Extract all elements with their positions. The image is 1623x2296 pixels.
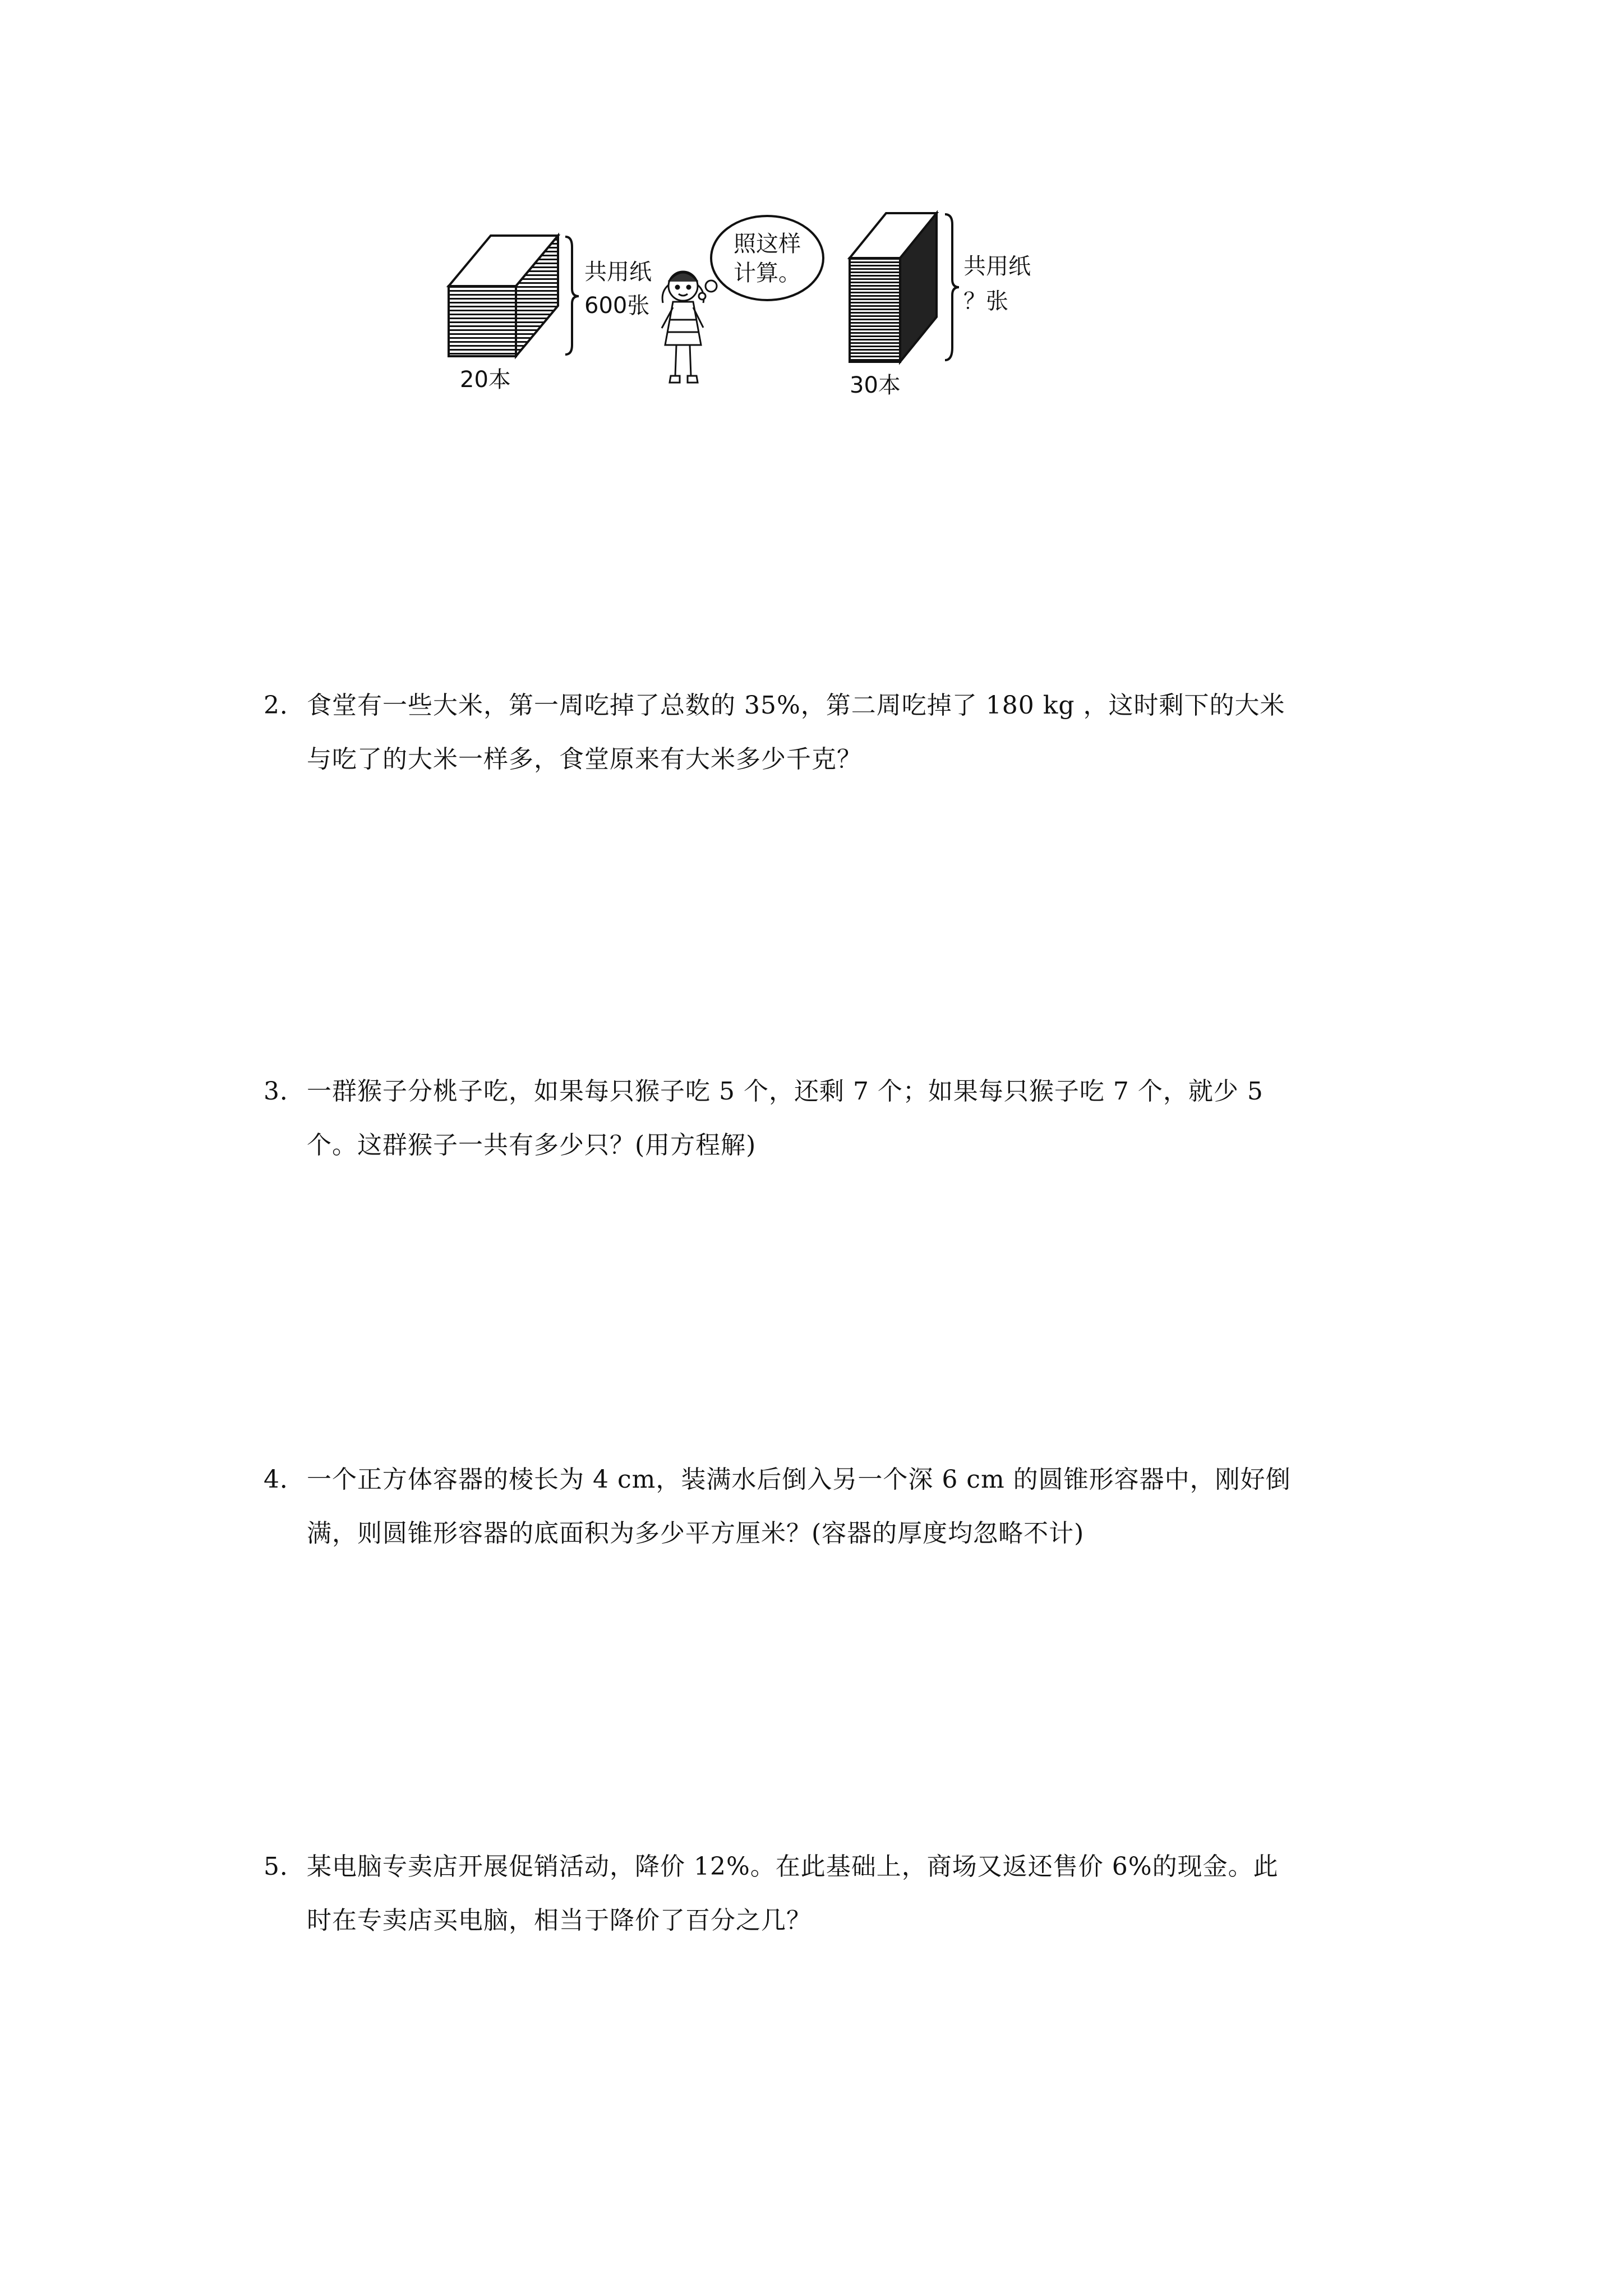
question-4-text-1: 一个正方体容器的棱长为 4 cm，装满水后倒入另一个深 6 cm 的圆锥形容器中，刚好倒 bbox=[307, 1465, 1291, 1494]
question-3 bbox=[264, 1065, 1396, 1172]
left-brace bbox=[565, 237, 579, 355]
question-2-text-2: 与吃了的大米一样多，食堂原来有大米多少千克？ bbox=[307, 745, 862, 774]
question-5-line-1 bbox=[264, 1840, 1396, 1894]
question-4 bbox=[264, 1453, 1396, 1561]
question-5-number: 5． bbox=[264, 1852, 305, 1881]
right-stack-caption: 30本 bbox=[850, 372, 901, 398]
question-4-text-2: 满，则圆锥形容器的底面积为多少平方厘米？(容器的厚度均忽略不计) bbox=[307, 1519, 1085, 1548]
question-4-number: 4． bbox=[264, 1465, 305, 1494]
question-5-text-2: 时在专卖店买电脑，相当于降价了百分之几？ bbox=[307, 1906, 811, 1935]
paper-stack-figure bbox=[437, 208, 1088, 409]
question-3-text-1: 一群猴子分桃子吃，如果每只猴子吃 5 个，还剩 7 个；如果每只猴子吃 7 个，就少 5 bbox=[307, 1077, 1264, 1106]
right-brace-label-line1: 共用纸 bbox=[963, 254, 1031, 279]
speech-bubble-line2: 计算。 bbox=[734, 260, 801, 286]
paper-stack-illustration bbox=[437, 208, 1088, 409]
left-brace-label-line2: 600张 bbox=[584, 293, 650, 319]
question-3-text-2: 个。这群猴子一共有多少只？(用方程解) bbox=[307, 1131, 757, 1159]
girl-figure bbox=[662, 272, 704, 383]
question-2 bbox=[264, 679, 1396, 786]
speech-bubble-line1: 照这样 bbox=[734, 231, 801, 257]
left-stack-caption: 20本 bbox=[460, 367, 511, 393]
right-brace bbox=[945, 214, 959, 360]
right-brace-label-line2: ？张 bbox=[963, 288, 1008, 314]
left-paper-stack bbox=[449, 236, 558, 356]
question-4-line-1 bbox=[264, 1453, 1396, 1507]
question-2-number: 2． bbox=[264, 691, 305, 720]
question-2-line-1 bbox=[264, 679, 1396, 733]
question-3-line-1 bbox=[264, 1065, 1396, 1119]
question-5-text-1: 某电脑专卖店开展促销活动，降价 12%。在此基础上，商场又返还售价 6%的现金。此 bbox=[307, 1852, 1279, 1881]
question-3-number: 3． bbox=[264, 1077, 305, 1106]
right-paper-stack bbox=[850, 213, 937, 362]
speech-bubble bbox=[699, 216, 823, 300]
question-2-text-1: 食堂有一些大米，第一周吃掉了总数的 35%，第二周吃掉了 180 kg ，这时剩下的大米 bbox=[307, 691, 1285, 720]
left-brace-label-line1: 共用纸 bbox=[584, 259, 652, 285]
question-5 bbox=[264, 1840, 1396, 1948]
